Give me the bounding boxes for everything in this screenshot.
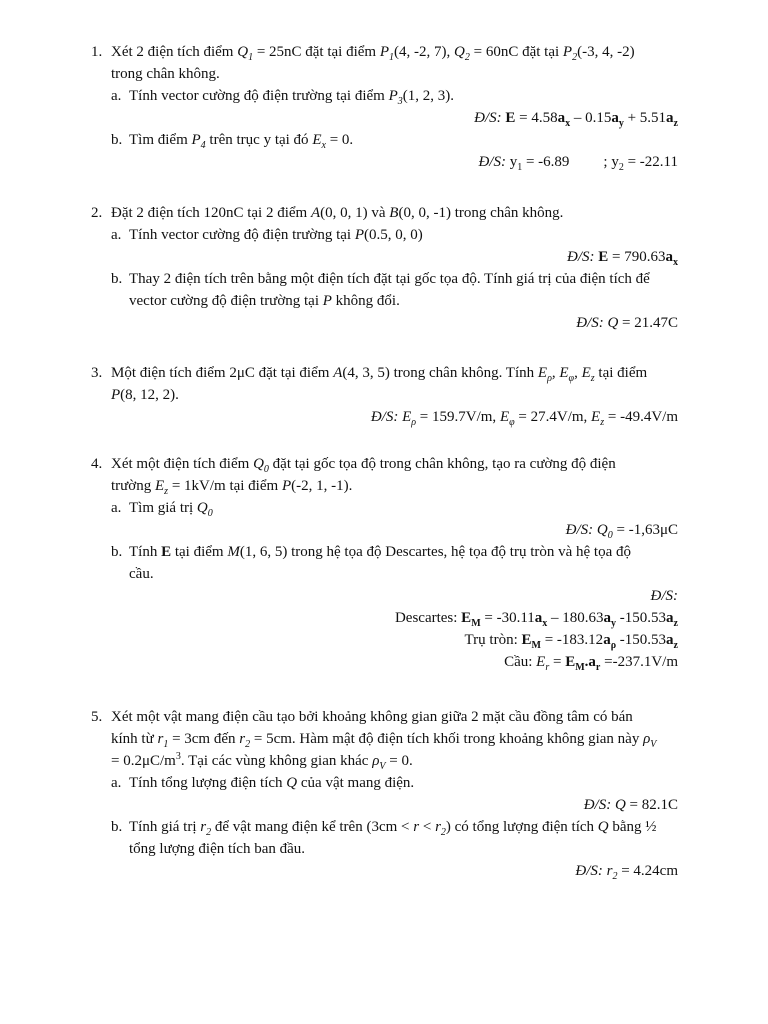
problem-number: 4. (91, 456, 103, 472)
subquestion-b: b. Tính giá trị $r_2$ để vật mang điện kể trên $(3cm < r < r_2)$ có tổng lượng điện tích Q bằng ½ tổng lượng điện tích ban đầu. Đ/S: $r_2 = 4.24cm$ (111, 819, 678, 882)
answer-head: Đ/S: (650, 588, 678, 604)
problem-stem: Xét 2 điện tích điểm $Q_1 = 25nC$ đặt tại điểm $P_1(4$, -2, 7), $Q_2 = 60nC$ đặt tại $P_2(-3$, 4, -2) (111, 44, 635, 63)
problem-number: 1. (91, 44, 103, 60)
answer: Đ/S: $r_2 = 4.24cm$ (575, 863, 678, 882)
subquestion-a: a. Tính vector cường độ điện trường tại điểm $P_3(1$, 2, 3). Đ/S: $E = 4.58a_x - 0.15a_y + 5.51a_z$ (111, 88, 678, 129)
answer: Đ/S: $Q_0 = -1,63\mu C$ (565, 522, 678, 541)
problem-2 (91, 202, 678, 334)
problem-stem: Đặt 2 điện tích 120nC tại 2 điểm A(0, 0, 1) và B(0, 0, -1) trong chân không. (111, 205, 564, 221)
problem-1 (91, 41, 678, 173)
problem-stem-cont: kính từ $r_1 = 3cm$ đến $r_2 = 5cm$. Hàm mật độ điện tích khối trong khoảng không gian này $\rho_V$ (111, 731, 657, 750)
answer: Đ/S: $E_\rho = 159.7V/m$, $E_\varphi = 27.4V/m$, $E_z = -49.4V/m$ (370, 409, 678, 428)
problem-3 (91, 362, 678, 428)
answer-descartes: Descartes: $E_M = -30.11a_x - 180.63a_y$ $-150.53a_z$ (394, 610, 678, 629)
subquestion-b: b. Tìm điểm $P_4$ trên trục y tại đó $E_x = 0$. Đ/S: $y_1 = -6.89$ ; $y_2 = -22.11$ (111, 132, 678, 173)
problem-5 (91, 706, 678, 882)
problem-number: 3. (91, 365, 103, 381)
problem-stem-cont: P(8, 12, 2). (111, 387, 179, 403)
subquestion-a: a. Tìm giá trị $Q_0$ Đ/S: $Q_0 = -1,63\mu C$ (111, 500, 678, 541)
subquestion-a: a. Tính tổng lượng điện tích Q của vật mang điện. Đ/S: Q = 82.1C (111, 772, 678, 816)
problem-stem-cont: trường $E_z = 1kV/m$ tại điểm P(-2, 1, -1). (111, 478, 353, 497)
problem-number: 2. (91, 205, 103, 221)
problem-stem-cont: = $0.2\mu C/m^3$. Tại các vùng không gian khác $\rho_V = 0$. (111, 751, 413, 772)
answer: Đ/S: $E = 4.58a_x - 0.15a_y + 5.51a_z$ (474, 110, 678, 129)
answer: Đ/S: $y_1 = -6.89$ ; $y_2 = -22.11$ (478, 154, 678, 173)
problem-stem: Xét một vật mang điện cầu tạo bởi khoảng không gian giữa 2 mặt cầu đồng tâm có bán (111, 709, 633, 725)
answer: Đ/S: Q = 82.1C (583, 797, 678, 813)
answer-cylindrical: Trụ tròn: $E_M = -183.12a_\rho$ $-150.53a_z$ (464, 632, 678, 651)
problem-stem: Xét một điện tích điểm $Q_0$ đặt tại gốc tọa độ trong chân không, tạo ra cường độ điện (111, 456, 616, 475)
subquestion-a: a. Tính vector cường độ điện trường tại P(0.5, 0, 0) Đ/S: $E = 790.63a_x$ (111, 227, 678, 268)
answer: Đ/S: Q = 21.47C (576, 315, 678, 331)
subquestion-b: b. Tính E tại điểm M(1, 6, 5) trong hệ tọa độ Descartes, hệ tọa độ trụ tròn và hệ tọa độ cầu. Đ/S: Descartes: $E_M = -30.11a_x - 180.63a_y$ $-150.53a_z$ Trụ tròn: $E_M = -183.12a_\rho$ $-150.53a_z$ Cầu: $E_r = E_M.a_r =-237.1V/m$ (111, 544, 678, 673)
problem-stem: Một điện tích điểm 2μC đặt tại điểm A(4, 3, 5) trong chân không. Tính $E_\rho$, $E_\varphi$, $E_z$ tại điểm (111, 365, 648, 384)
subquestion-b: b. Thay 2 điện tích trên bằng một điện tích đặt tại gốc tọa độ. Tính giá trị của điện tích để vector cường độ điện trường tại P không đổi. Đ/S: Q = 21.47C (111, 268, 678, 334)
problem-number: 5. (91, 709, 103, 725)
problem-stem-cont: trong chân không. (111, 66, 220, 82)
answer: Đ/S: $E = 790.63a_x$ (567, 249, 678, 268)
problem-4 (91, 453, 678, 673)
answer-spherical: Cầu: $E_r = E_M.a_r =-237.1V/m$ (504, 654, 678, 673)
